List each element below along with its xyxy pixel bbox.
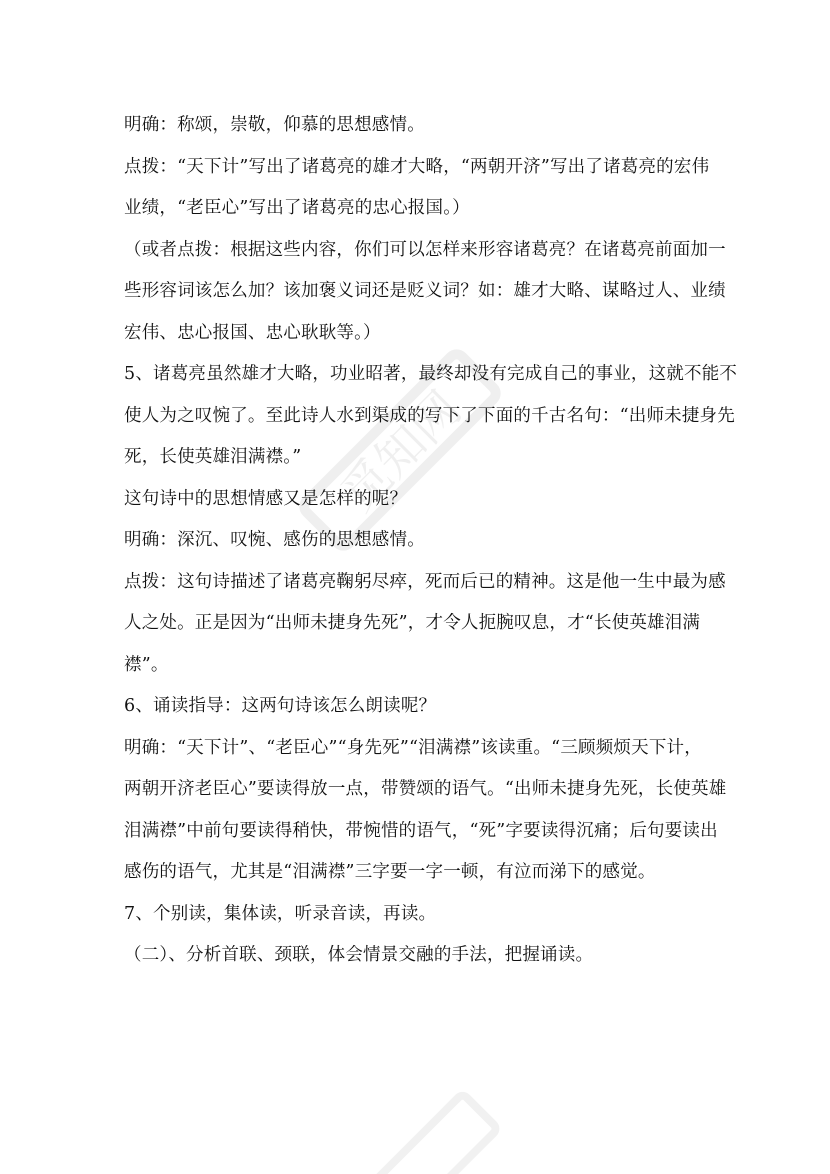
- text-line: 些形容词该怎么加？该加褒义词还是贬义词？如：雄才大略、谋略过人、业绩: [124, 281, 726, 301]
- text-line: 明确：“天下计”、“老臣心”“身先死”“泪满襟”该读重。“三顾频烦天下计，: [124, 737, 702, 758]
- text-line: 这句诗中的思想情感又是怎样的呢？: [124, 488, 408, 509]
- watermark-text: 觅知网: [330, 380, 473, 523]
- text-line: 7、个别读，集体读，听录音读，再读。: [124, 903, 437, 924]
- text-line: 点拨：“天下计”写出了诸葛亮的雄才大略，“两朝开济”写出了诸葛亮的宏伟: [124, 156, 710, 177]
- text-line: （或者点拨：根据这些内容，你们可以怎样来形容诸葛亮？在诸葛亮前面加一: [124, 239, 726, 260]
- text-line: 业绩，“老臣心”写出了诸葛亮的忠心报国。）: [124, 198, 470, 218]
- text-line: 宏伟、忠心报国、忠心耿耿等。）: [124, 322, 381, 343]
- document-body: [124, 105, 738, 977]
- text-line: 两朝开济老臣心”要读得放一点，带赞颂的语气。“出师未捷身先死，长使英雄: [124, 779, 727, 799]
- text-line: 6、诵读指导：这两句诗该怎么朗读呢？: [124, 696, 437, 716]
- text-line: 使人为之叹惋了。至此诗人水到渠成的写下了下面的千古名句：“出师未捷身先: [124, 405, 735, 426]
- text-line: 死，长使英雄泪满襟。”: [124, 447, 302, 467]
- text-line: 明确：深沉、叹惋、感伤的思想感情。: [124, 530, 425, 550]
- watermark-fragment: [330, 1090, 530, 1174]
- text-line: 点拨：这句诗描述了诸葛亮鞠躬尽瘁，死而后已的精神。这是他一生中最为感: [124, 571, 726, 592]
- text-line: 5、诸葛亮虽然雄才大略，功业昭著，最终却没有完成自己的事业，这就不能不: [124, 364, 738, 384]
- text-line: 泪满襟”中前句要读得稍快，带惋惜的语气，“死”字要读得沉痛；后句要读出: [124, 820, 718, 841]
- text-line: 襟”。: [124, 654, 169, 675]
- text-line: （二）、分析首联、颈联，体会情景交融的手法，把握诵读。: [124, 945, 594, 965]
- text-line: 明确：称颂，崇敬，仰慕的思想感情。: [124, 115, 425, 135]
- text-line: 感伤的语气，尤其是“泪满襟”三字要一字一顿，有泣而涕下的感觉。: [124, 862, 656, 882]
- text-line: 人之处。正是因为“出师未捷身先死”，才令人扼腕叹息，才“长使英雄泪满: [124, 613, 701, 633]
